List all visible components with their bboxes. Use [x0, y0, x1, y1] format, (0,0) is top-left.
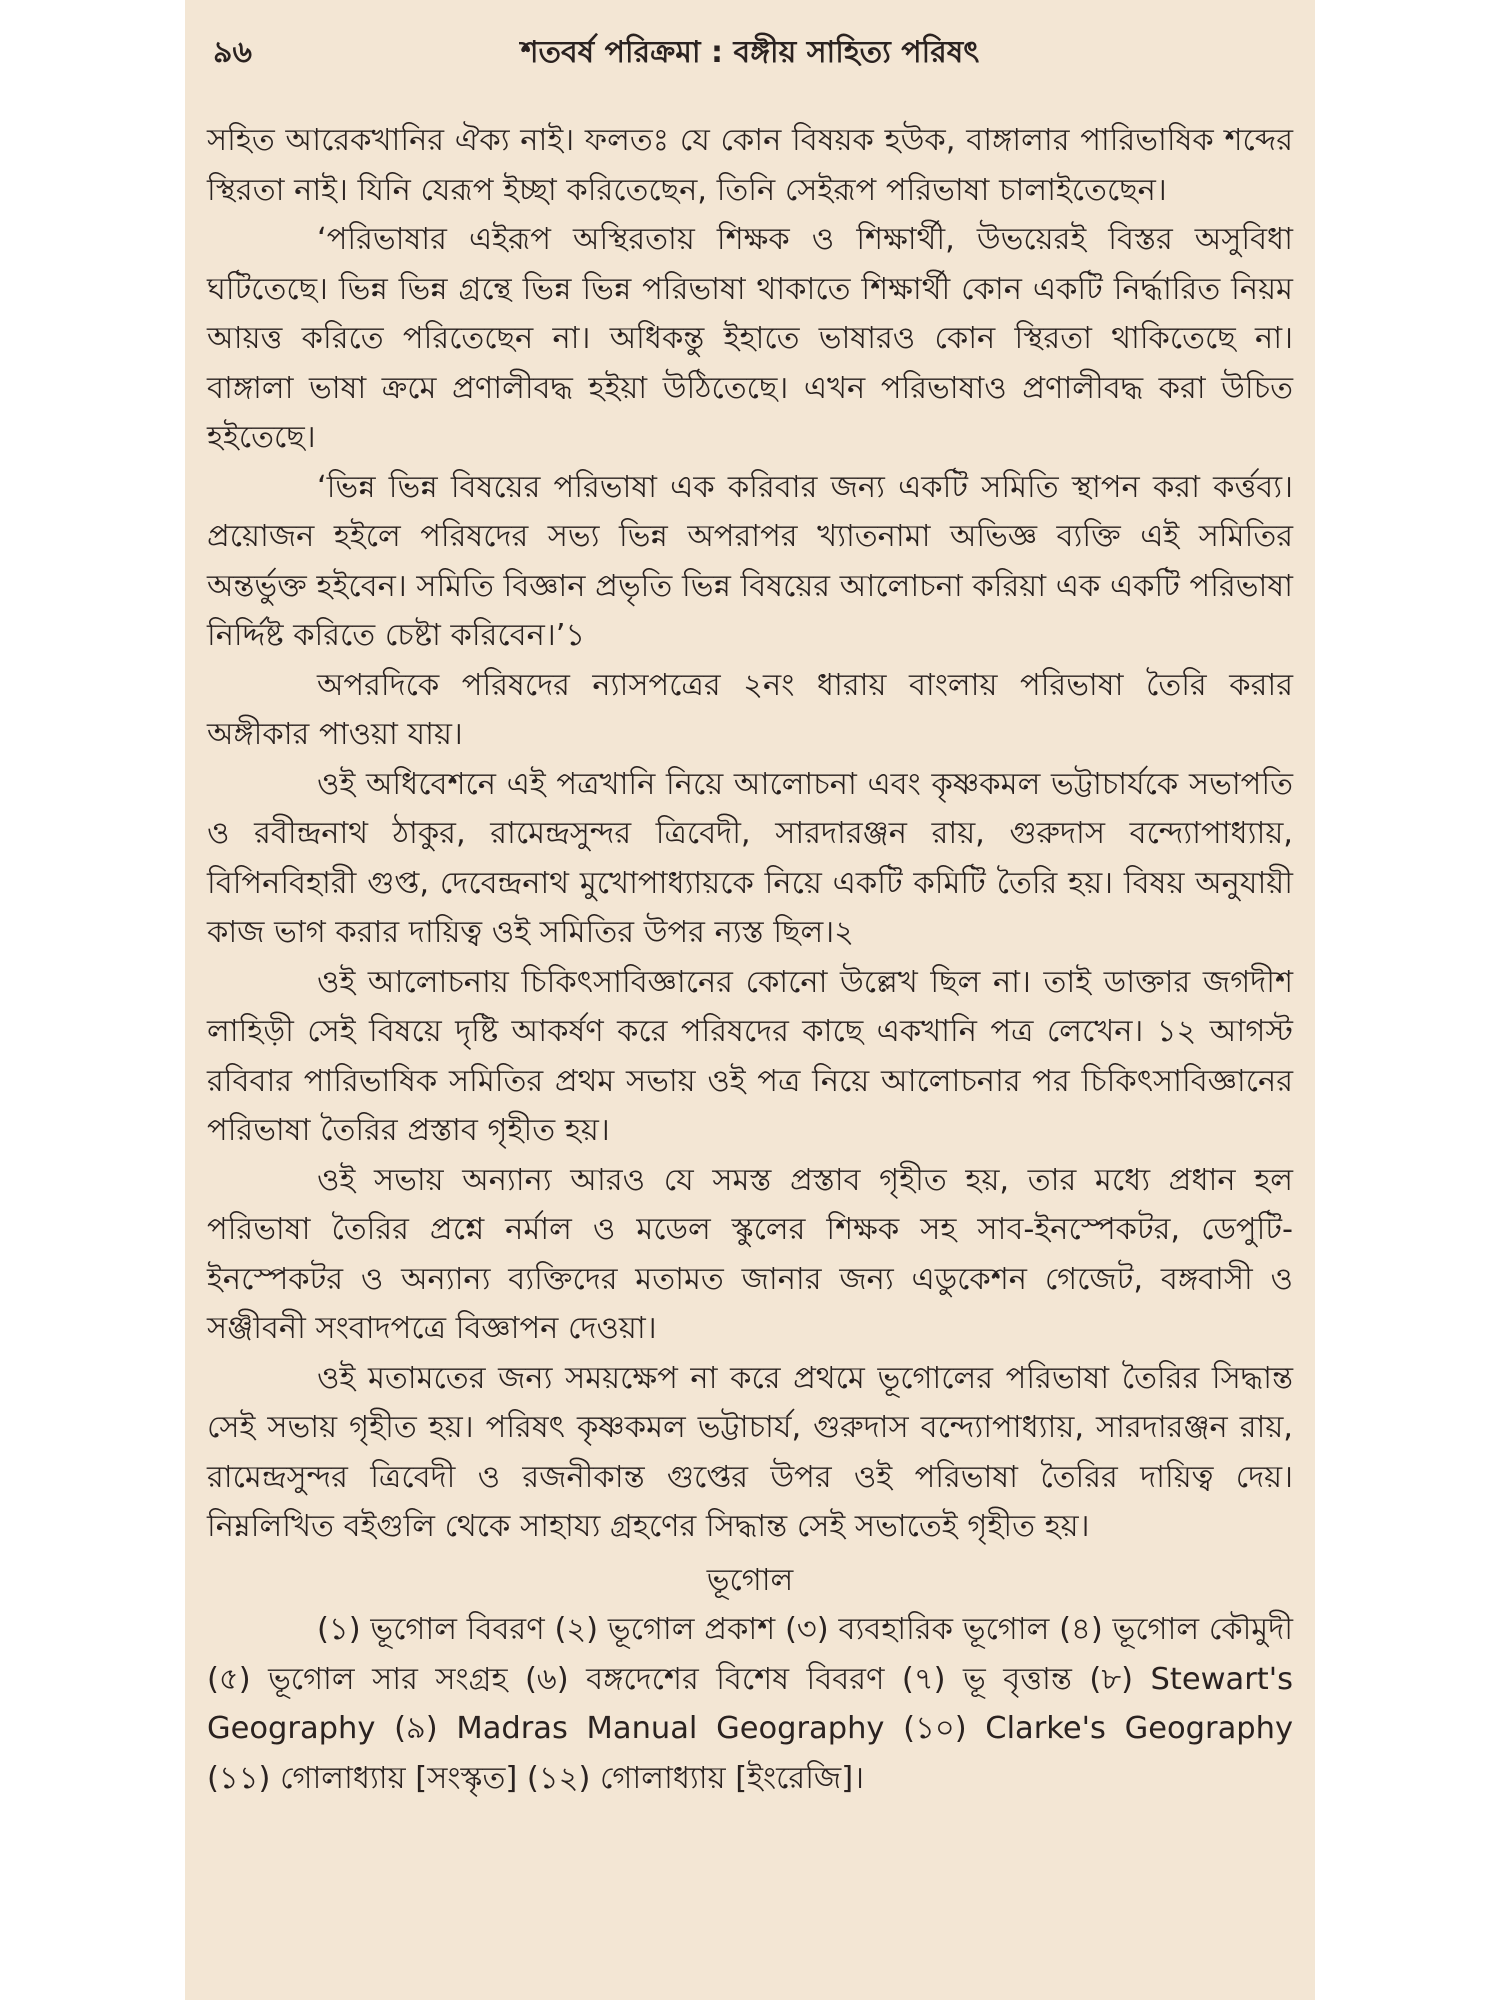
paragraph: অপরদিকে পরিষদের ন্যাসপত্রের ২নং ধারায় বাংলায় পরিভাষা তৈরি করার অঙ্গীকার পাওয়া যায়। — [207, 667, 1293, 752]
paragraph: ওই মতামতের জন্য সময়ক্ষেপ না করে প্রথমে ভূগোলের পরিভাষা তৈরির সিদ্ধান্ত সেই সভায় গৃহীত হয়। পরিষৎ কৃষ্ণকমল ভট্টাচার্য, গুরুদাস বন্দ্যোপাধ্যায়, সারদারঞ্জন রায়, রামেন্দ্রসুন্দর ত্রিবেদী ও রজনীকান্ত গুপ্তের উপর ওই পরিভাষা তৈরির দায়িত্ব দেয়। নিম্নলিখিত বইগুলি থেকে সাহায্য গ্রহণের সিদ্ধান্ত সেই সভাতেই গৃহীত হয়। — [207, 1360, 1293, 1544]
running-head — [207, 22, 1293, 74]
paragraph: ওই আলোচনায় চিকিৎসাবিজ্ঞানের কোনো উল্লেখ ছিল না। তাই ডাক্তার জগদীশ লাহিড়ী সেই বিষয়ে দৃষ্টি আকর্ষণ করে পরিষদের কাছে একখানি পত্র লেখেন। ১২ আগস্ট রবিবার পারিভাষিক সমিতির প্রথম সভায় ওই পত্র নিয়ে আলোচনার পর চিকিৎসাবিজ্ঞানের পরিভাষা তৈরির প্রস্তাব গৃহীত হয়। — [207, 964, 1293, 1148]
paragraph: ‘পরিভাষার এইরূপ অস্থিরতায় শিক্ষক ও শিক্ষার্থী, উভয়েরই বিস্তর অসুবিধা ঘটিতেছে। ভিন্ন ভিন্ন গ্রন্থে ভিন্ন ভিন্ন পরিভাষা থাকাতে শিক্ষার্থী কোন একটি নির্দ্ধারিত নিয়ম আয়ত্ত করিতে পরিতেছেন না। অধিকন্তু ইহাতে ভাষারও কোন স্থিরতা থাকিতেছে না। বাঙ্গালা ভাষা ক্রমে প্রণালীবদ্ধ হইয়া উঠিতেছে। এখন পরিভাষাও প্রণালীবদ্ধ করা উচিত হইতেছে। — [207, 222, 1293, 455]
paragraph: সহিত আরেকখানির ঐক্য নাই। ফলতঃ যে কোন বিষয়ক হউক, বাঙ্গালার পারিভাষিক শব্দের স্থিরতা নাই। যিনি যেরূপ ইচ্ছা করিতেছেন, তিনি সেইরূপ পরিভাষা চালাইতেছেন। — [207, 123, 1293, 208]
running-title: শতবর্ষ পরিক্রমা : বঙ্গীয় সাহিত্য পরিষৎ — [520, 35, 980, 70]
page-number: ৯৬ — [213, 35, 252, 70]
paragraph: ওই সভায় অন্যান্য আরও যে সমস্ত প্রস্তাব গৃহীত হয়, তার মধ্যে প্রধান হল পরিভাষা তৈরির প্রশ্নে নর্মাল ও মডেল স্কুলের শিক্ষক সহ সাব-ইনস্পেকটর, ডেপুটি-ইনস্পেকটর ও অন্যান্য ব্যক্তিদের মতামত জানার জন্য এডুকেশন গেজেট, বঙ্গবাসী ও সঞ্জীবনী সংবাদপত্রে বিজ্ঞাপন দেওয়া। — [207, 1162, 1293, 1346]
paragraph: ‘ভিন্ন ভিন্ন বিষয়ের পরিভাষা এক করিবার জন্য একটি সমিতি স্থাপন করা কর্ত্তব্য। প্রয়োজন হইলে পরিষদের সভ্য ভিন্ন অপরাপর খ্যাতনামা অভিজ্ঞ ব্যক্তি এই সমিতির অন্তর্ভুক্ত হইবেন। সমিতি বিজ্ঞান প্রভৃতি ভিন্ন বিষয়ের আলোচনা করিয়া এক একটি পরিভাষা নির্দ্দিষ্ট করিতে চেষ্টা করিবেন।’১ — [207, 469, 1293, 653]
book-list: (১) ভূগোল বিবরণ (২) ভূগোল প্রকাশ (৩) ব্যবহারিক ভূগোল (৪) ভূগোল কৌমুদী (৫) ভূগোল সার সংগ্রহ (৬) বঙ্গদেশের বিশেষ বিবরণ (৭) ভূ বৃত্তান্ত (৮) Stewart's Geography (৯) Madras Manual Geography (১০) Clarke's Geography (১১) গোলাধ্যায় [সংস্কৃত] (১২) গোলাধ্যায় [ইংরেজি]। — [207, 1612, 1293, 1796]
book-page — [185, 0, 1315, 2000]
paragraph: ওই অধিবেশনে এই পত্রখানি নিয়ে আলোচনা এবং কৃষ্ণকমল ভট্টাচার্যকে সভাপতি ও রবীন্দ্রনাথ ঠাকুর, রামেন্দ্রসুন্দর ত্রিবেদী, সারদারঞ্জন রায়, গুরুদাস বন্দ্যোপাধ্যায়, বিপিনবিহারী গুপ্ত, দেবেন্দ্রনাথ মুখোপাধ্যায়কে নিয়ে একটি কমিটি তৈরি হয়। বিষয় অনুযায়ী কাজ ভাগ করার দায়িত্ব ওই সমিতির উপর ন্যস্ত ছিল।২ — [207, 766, 1293, 950]
section-heading: ভূগোল — [706, 1562, 794, 1598]
page-body — [207, 116, 1293, 1803]
